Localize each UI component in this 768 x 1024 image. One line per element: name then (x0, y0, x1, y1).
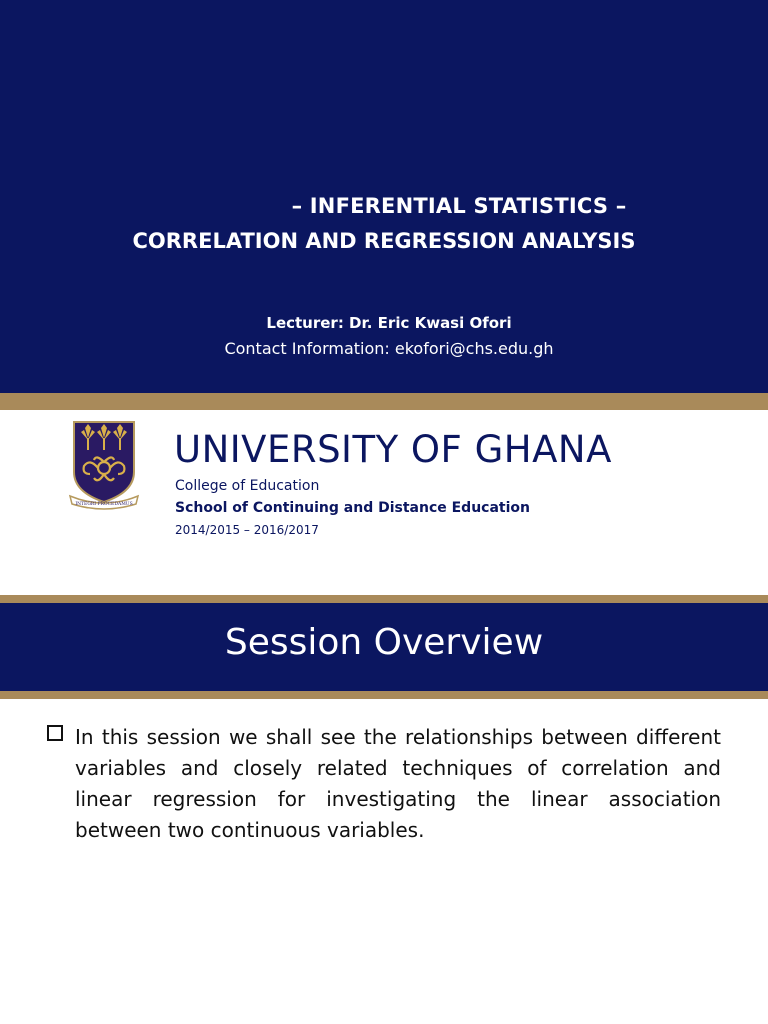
svg-text:INTEGRI PROCEDAMUS: INTEGRI PROCEDAMUS (75, 502, 133, 507)
contact-info: Contact Information: ekofori@chs.edu.gh (224, 339, 554, 358)
university-crest-icon (68, 418, 140, 510)
session-overview-title: Session Overview (224, 622, 544, 663)
school-name: School of Continuing and Distance Education (175, 500, 530, 516)
college-name: College of Education (175, 478, 320, 494)
university-name: UNIVERSITY OF GHANA (174, 428, 612, 471)
academic-years: 2014/2015 – 2016/2017 (175, 523, 319, 537)
gold-divider-top (0, 393, 768, 410)
lecturer-name: Lecturer: Dr. Eric Kwasi Ofori (266, 314, 512, 332)
overview-paragraph: In this session we shall see the relationships between different variables and closely related techniques of correlation and linear regression for investigating the linear association between two continuous variables. (75, 725, 721, 842)
slide-title-line2: CORRELATION AND REGRESSION ANALYSIS (132, 229, 636, 253)
gold-divider-middle (0, 595, 768, 603)
slide-title-line1: – INFERENTIAL STATISTICS – (291, 194, 627, 218)
checkbox-bullet-icon (47, 725, 63, 741)
gold-divider-bottom (0, 691, 768, 699)
